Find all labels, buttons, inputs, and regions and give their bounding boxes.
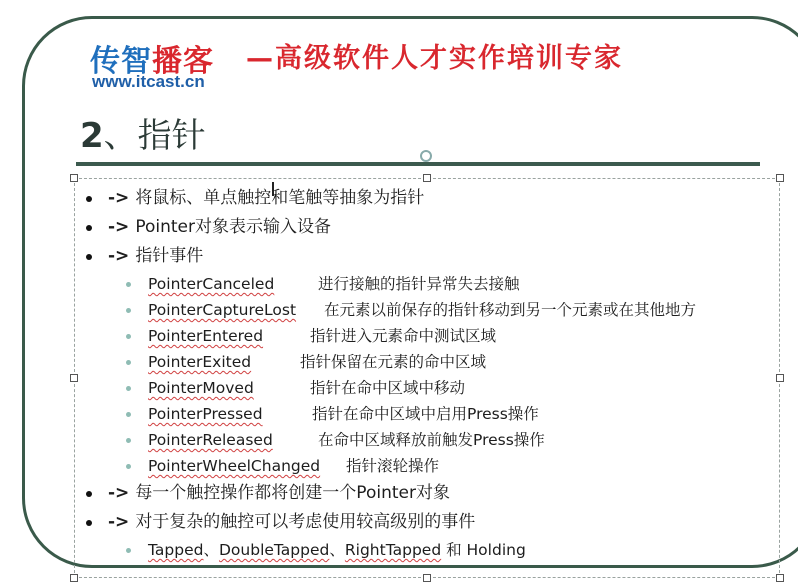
resize-handle-bottom-left[interactable] — [70, 574, 78, 582]
gesture-tapped: Tapped — [148, 541, 204, 559]
resize-handle-right[interactable] — [776, 374, 784, 382]
slogan: —高级软件人才实作培训专家 — [246, 43, 623, 74]
event-item — [84, 375, 774, 401]
event-item — [84, 453, 774, 479]
arrow-marker: -> — [108, 188, 130, 208]
arrow-marker: -> — [108, 217, 130, 237]
separator: 、 — [203, 541, 219, 559]
separator: 、 — [329, 541, 345, 559]
resize-handle-bottom-right[interactable] — [776, 574, 784, 582]
title-number: 2 — [80, 116, 104, 156]
event-desc: 进行接触的指针异常失去接触 — [318, 275, 520, 293]
resize-handle-left[interactable] — [70, 374, 78, 382]
event-name: PointerReleased — [148, 431, 273, 449]
slide-body[interactable] — [84, 184, 774, 563]
logo-text-2: 播客 — [152, 44, 214, 79]
event-name: PointerPressed — [148, 405, 263, 423]
arrow-marker: -> — [108, 512, 130, 532]
event-item — [84, 427, 774, 453]
title-text: 、指针 — [103, 116, 206, 156]
bullet-item — [84, 508, 774, 537]
event-desc: 指针在命中区域中移动 — [310, 379, 466, 397]
event-desc: 指针保留在元素的命中区域 — [300, 353, 487, 371]
gesture-right-tapped: RightTapped — [344, 541, 442, 559]
gesture-holding: Holding — [466, 541, 526, 559]
event-item — [84, 271, 774, 297]
gesture-double-tapped: DoubleTapped — [218, 541, 330, 559]
event-item — [84, 349, 774, 375]
separator: 和 — [441, 541, 467, 559]
event-desc: 指针在命中区域中启用Press操作 — [312, 405, 539, 423]
slide-title[interactable] — [80, 108, 206, 157]
gesture-item — [84, 537, 774, 563]
event-item — [84, 323, 774, 349]
logo-text-1: 传智 — [90, 44, 152, 79]
event-name: PointerMoved — [148, 379, 254, 397]
title-divider — [76, 162, 760, 166]
bullet-text: 将鼠标、单点触控和笔触等抽象为指针 — [135, 188, 425, 208]
event-desc: 指针滚轮操作 — [346, 457, 440, 475]
bullet-text: 对于复杂的触控可以考虑使用较高级别的事件 — [135, 512, 476, 532]
event-item — [84, 297, 774, 323]
resize-handle-top[interactable] — [423, 174, 431, 182]
arrow-marker: -> — [108, 483, 130, 503]
bullet-item — [84, 242, 774, 271]
event-item — [84, 401, 774, 427]
event-desc: 指针进入元素命中测试区域 — [310, 327, 497, 345]
event-name: PointerExited — [148, 353, 252, 371]
bullet-item — [84, 184, 774, 213]
bullet-text: Pointer对象表示输入设备 — [135, 217, 331, 237]
event-name: PointerWheelChanged — [148, 457, 321, 475]
event-name: PointerEntered — [148, 327, 264, 345]
bullet-text: 指针事件 — [135, 246, 204, 266]
event-desc: 在命中区域释放前触发Press操作 — [318, 431, 545, 449]
rotate-handle-icon[interactable] — [420, 150, 432, 162]
resize-handle-top-left[interactable] — [70, 174, 78, 182]
resize-handle-bottom[interactable] — [423, 574, 431, 582]
event-name: PointerCanceled — [148, 275, 275, 293]
event-desc: 在元素以前保存的指针移动到另一个元素或在其他地方 — [324, 301, 697, 319]
arrow-marker: -> — [108, 246, 130, 266]
bullet-text: 每一个触控操作都将创建一个Pointer对象 — [135, 483, 450, 503]
resize-handle-top-right[interactable] — [776, 174, 784, 182]
bullet-item — [84, 479, 774, 508]
bullet-item — [84, 213, 774, 242]
logo-url: www.itcast.cn — [92, 72, 205, 91]
event-name: PointerCaptureLost — [148, 301, 297, 319]
